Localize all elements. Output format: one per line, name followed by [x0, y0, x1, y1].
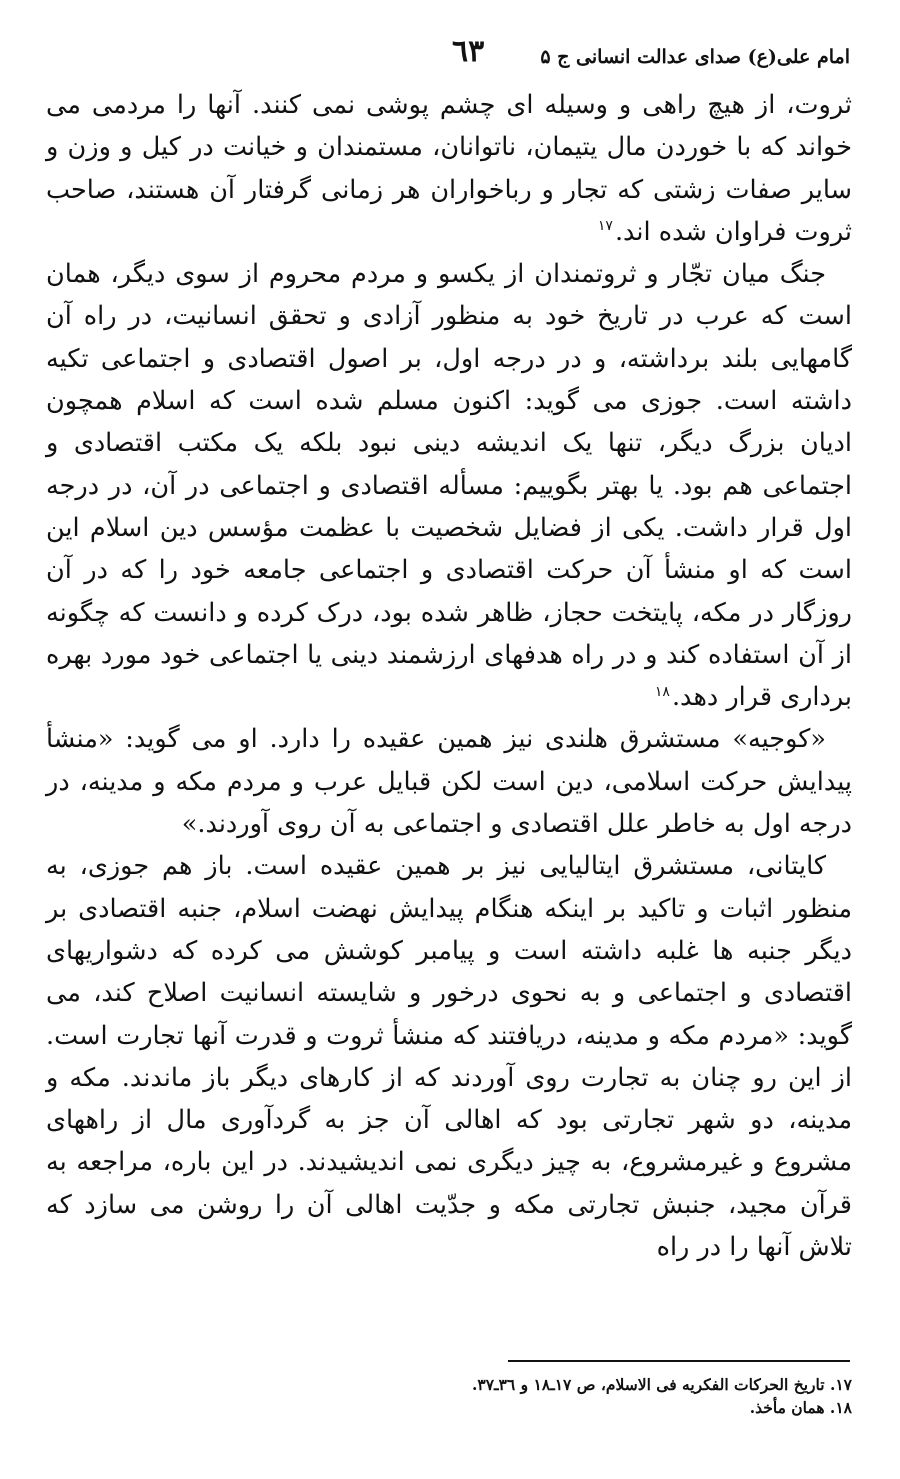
paragraph: [46, 718, 852, 845]
running-title: امام علی(ع) صدای عدالت انسانی ج ۵: [540, 46, 850, 68]
paragraph-text: ثروت، از هیچ راهی و وسیله ای چشم پوشی نمی کنند. آنها را مردمی می خواند که با خوردن مال یتیمان، ناتوانان، مستمندان و خیانت در کیل و وزن و سایر صفات زشتی که تجار و رباخواران هر زمانی گرفتار آن هستند، صاحب ثروت فراوان شده اند.: [46, 90, 852, 247]
body-text: [46, 84, 852, 1268]
footnote: ١٨. همان مأخذ.: [749, 1398, 852, 1417]
footnotes: [46, 1373, 852, 1419]
footnote-separator: [508, 1360, 850, 1362]
paragraph-text: کایتانی، مستشرق ایتالیایی نیز بر همین عقیده است. باز هم جوزی، به منظور اثبات و تاکید بر اینکه هنگام پیدایش نهضت اسلام، جنبه اقتصادی بر دیگر جنبه ها غلبه داشته است و پیامبر کوشش می کرده که دشواریهای اقتصادی و اجتماعی و به نحوی درخور و شایسته انسانیت اصلاح کند، می گوید: «مردم مکه و مدینه، دریافتند که منشأ ثروت و قدرت آنها تجارت است. از این رو چنان به تجارت روی آوردند که از کارهای دیگر باز ماندند. مکه و مدینه، دو شهر تجارتی بود که اهالی آن جز به گردآوری مال از راههای مشروع و غیرمشروع، به چیز دیگری نمی اندیشیدند. در این باره، مراجعه به قرآن مجید، جنبش تجارتی مکه و جدّیت اهالی آن را روشن می سازد که تلاش آنها را در راه: [46, 851, 852, 1263]
footnote-mark: ١٨: [654, 683, 670, 700]
page-header: [40, 30, 860, 80]
footnote: ١٧. تاریخ الحرکات الفکریه فی الاسلام، ص ١٧ـ١٨ و ٣٦ـ٣٧.: [471, 1375, 852, 1394]
paragraph-text: «کوجیه» مستشرق هلندی نیز همین عقیده را دارد. او می گوید: «منشأ پیدایش حرکت اسلامی، دین است لکن قبایل عرب و مردم مکه و مدینه، در درجه اول به خاطر علل اقتصادی و اجتماعی به آن روی آوردند.»: [46, 724, 852, 840]
footnote-mark: ١٧: [597, 218, 613, 235]
paragraph-text: جنگ میان تجّار و ثروتمندان از یکسو و مردم محروم از سوی دیگر، همان است که عرب در تاریخ خود به منظور آزادی و تحقق انسانیت، در راه آن گامهایی بلند برداشته، و در درجه اول، بر اصول اقتصادی و اجتماعی تکیه داشته است. جوزی می گوید: اکنون مسلم شده است که اسلام همچون ادیان بزرگ دیگر، تنها یک اندیشه دینی نبود بلکه یک مکتب اقتصادی و اجتماعی هم بود. یا بهتر بگوییم: مسأله اقتصادی و اجتماعی در آن، در درجه اول قرار داشت. یکی از فضایل شخصیت با عظمت مؤسس دین اسلام این است که او منشأ آن حرکت اقتصادی و اجتماعی جامعه خود را که در آن روزگار در مکه، پایتخت حجاز، ظاهر شده بود، درک کرده و دانست که چگونه از آن استفاده کند و در راه هدفهای ارزشمند دینی یا اجتماعی خود مورد بهره برداری قرار دهد.: [46, 259, 852, 713]
paragraph: [46, 253, 852, 718]
page-number: ٦٣: [452, 34, 485, 69]
paragraph: [46, 845, 852, 1268]
paragraph: [46, 84, 852, 253]
